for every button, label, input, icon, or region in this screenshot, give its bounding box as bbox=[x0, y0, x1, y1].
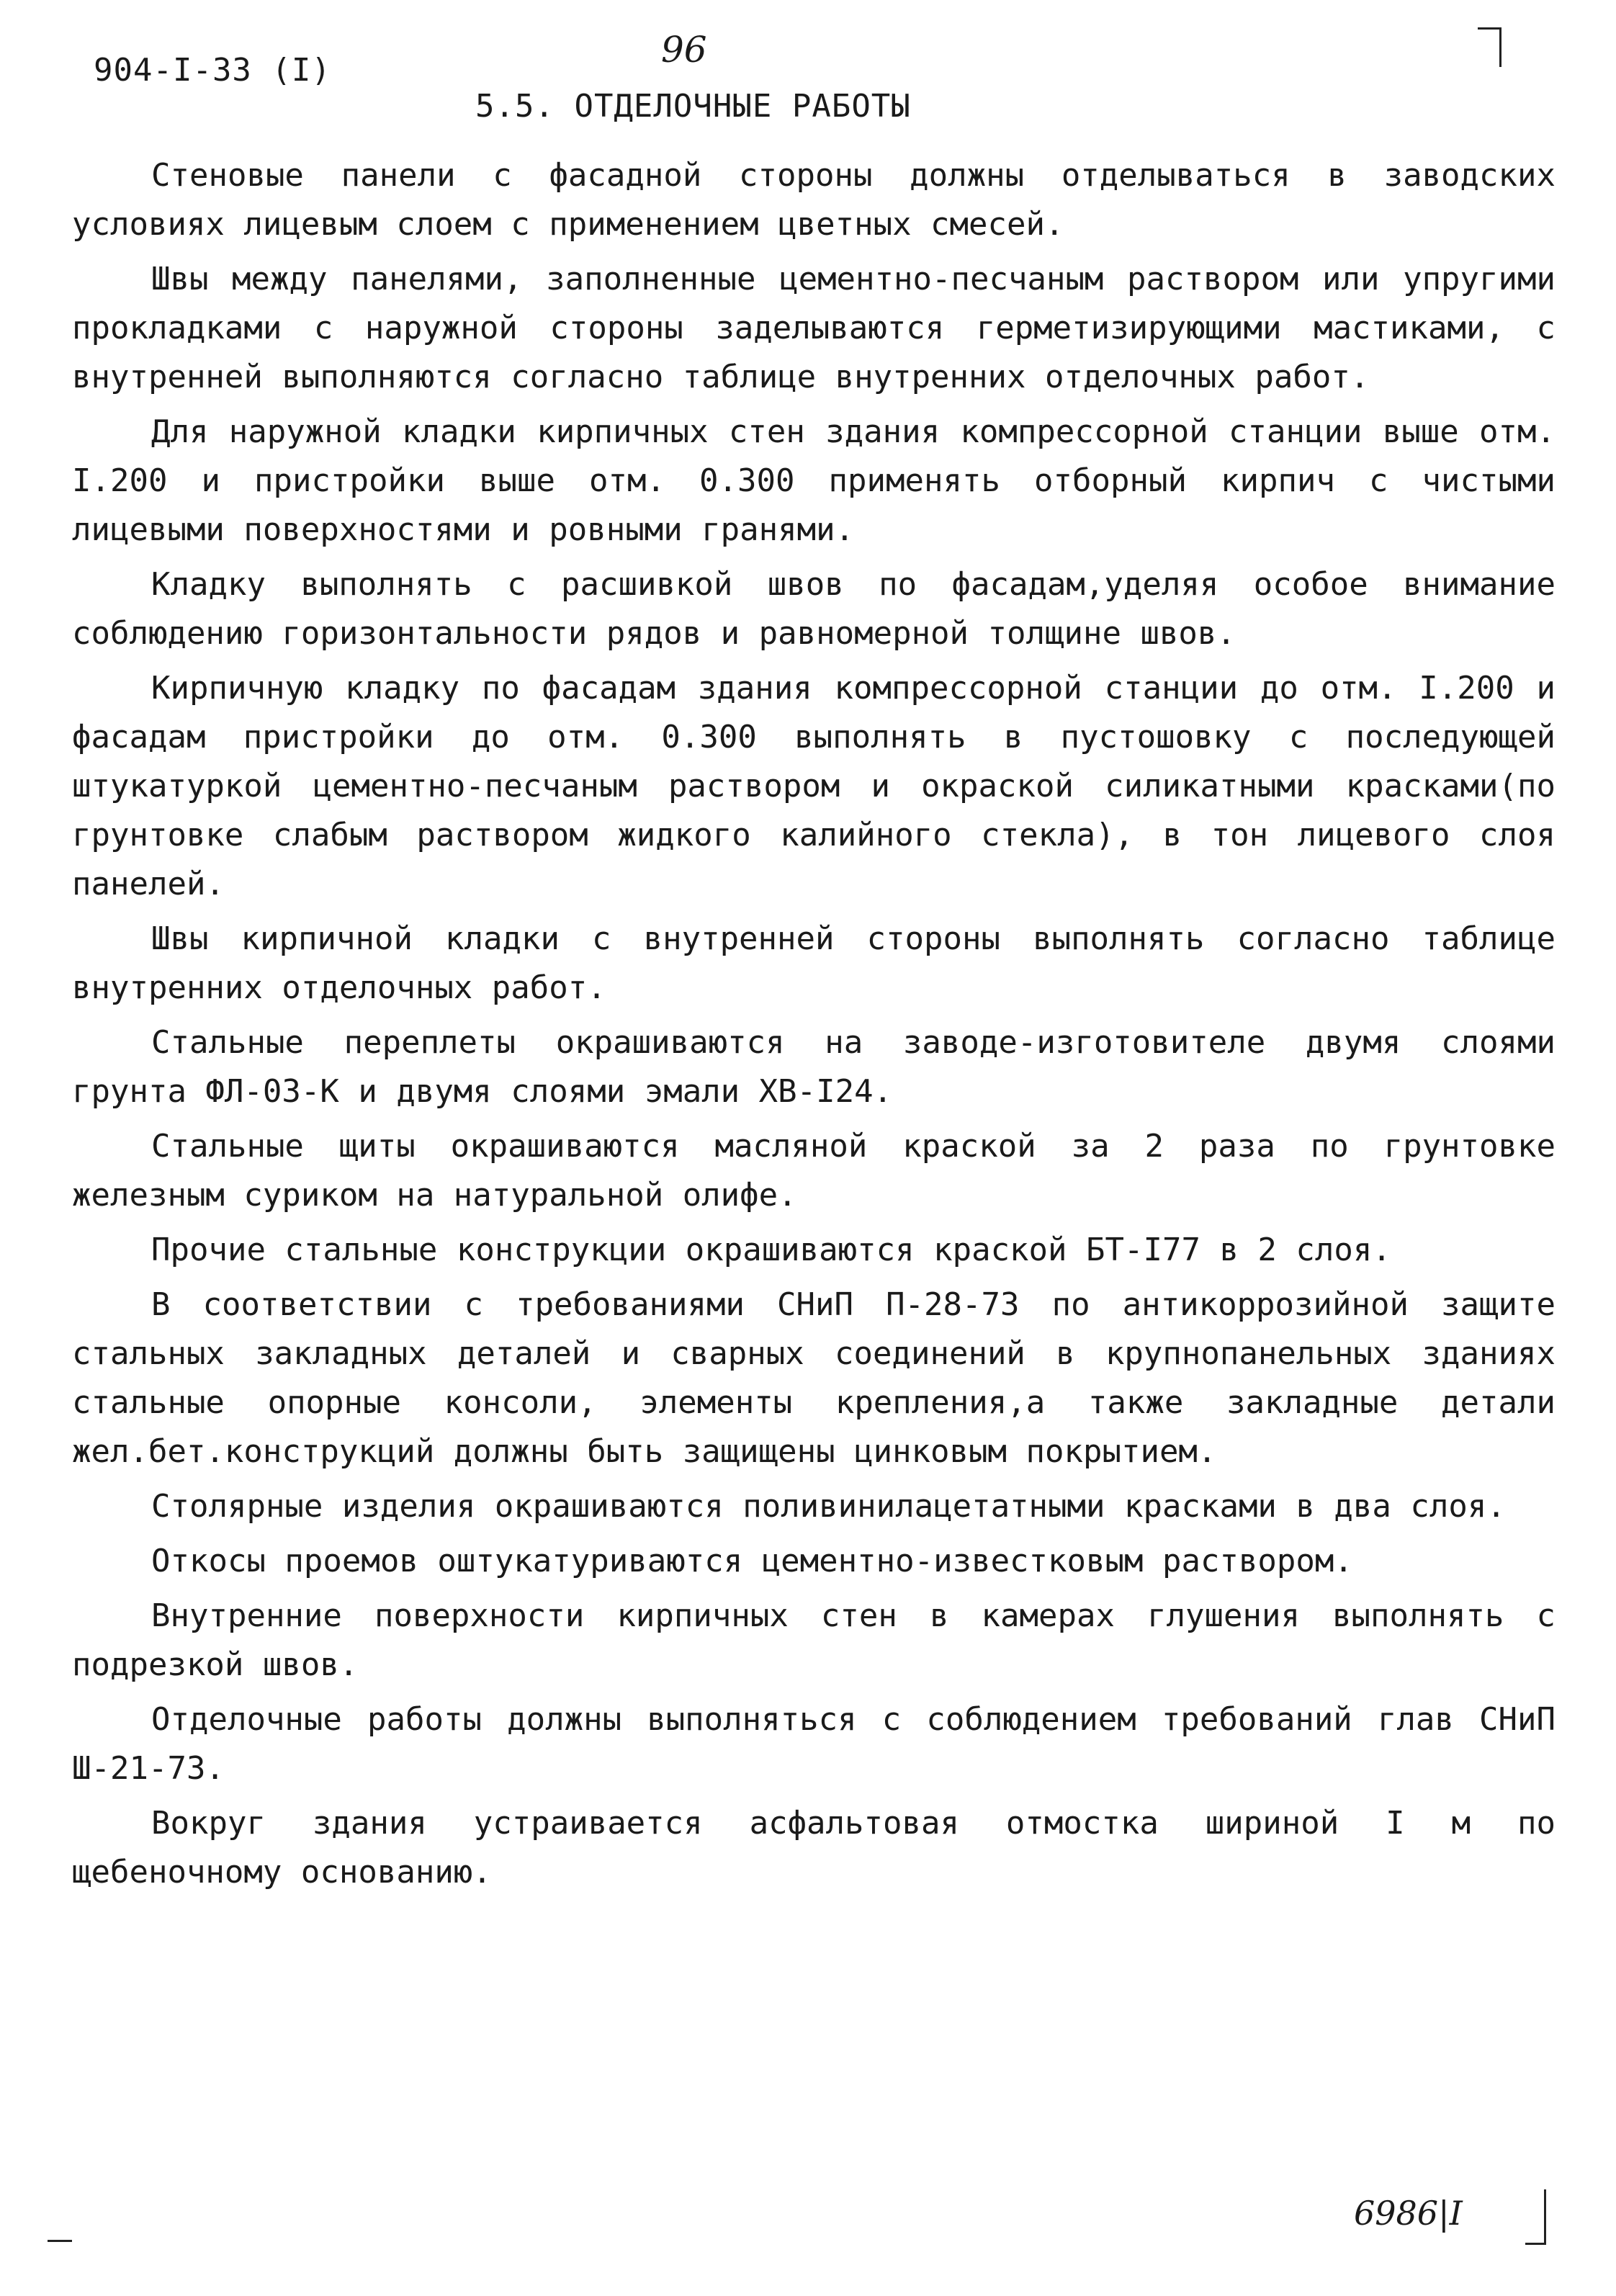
document-body bbox=[72, 151, 1556, 1903]
page-number: 96 bbox=[661, 29, 707, 71]
paragraph: Откосы проемов оштукатуриваются цементно-известковым раствором. bbox=[151, 1543, 1353, 1579]
paragraph: Стеновые панели с фасадной стороны должны отделываться в заводских условиях лицевым слоем с применением цветных смесей. bbox=[72, 157, 1556, 243]
paragraph: Отделочные работы должны выполняться с соблюдением требований глав СНиП Ш-21-73. bbox=[72, 1701, 1556, 1787]
paragraph: Для наружной кладки кирпичных стен здания компрессорной станции выше отм. I.200 и пристройки выше отм. 0.300 применять отборный кирпич с чистыми лицевыми поверхностями и ровными гранями. bbox=[72, 413, 1556, 548]
section-title: 5.5. ОТДЕЛОЧНЫЕ РАБОТЫ bbox=[475, 88, 911, 125]
paragraph: Швы кирпичной кладки с внутренней стороны выполнять согласно таблице внутренних отделочных работ. bbox=[72, 920, 1556, 1006]
corner-mark-bottom-right bbox=[1525, 2189, 1546, 2245]
paragraph: Вокруг здания устраивается асфальтовая отмостка шириной I м по щебеночному основанию. bbox=[72, 1805, 1556, 1891]
corner-mark-top-right bbox=[1478, 27, 1501, 67]
paragraph: Стальные переплеты окрашиваются на заводе-изготовителе двумя слоями грунта ФЛ-03-К и двумя слоями эмали ХВ-I24. bbox=[72, 1024, 1556, 1110]
paragraph: Швы между панелями, заполненные цементно-песчаным раствором или упругими прокладками с наружной стороны заделываются герметизирующими мастиками, с внутренней выполняются согласно таблице внутренних отделочных работ. bbox=[72, 261, 1556, 395]
paragraph: Кладку выполнять с расшивкой швов по фасадам,уделяя особое внимание соблюдению горизонтальности рядов и равномерной толщине швов. bbox=[72, 566, 1556, 652]
footer-dash bbox=[48, 2240, 72, 2242]
paragraph: Внутренние поверхности кирпичных стен в камерах глушения выполнять с подрезкой швов. bbox=[72, 1597, 1556, 1683]
paragraph: В соответствии с требованиями СНиП П-28-73 по антикоррозийной защите стальных закладных деталей и сварных соединений в крупнопанельных зданиях стальные опорные консоли, элементы крепления,а также закладные детали жел.бет.конструкций должны быть защищены цинковым покрытием. bbox=[72, 1286, 1556, 1470]
paragraph: Прочие стальные конструкции окрашиваются краской БТ-I77 в 2 слоя. bbox=[151, 1232, 1391, 1268]
paragraph: Стальные щиты окрашиваются масляной краской за 2 раза по грунтовке железным суриком на натуральной олифе. bbox=[72, 1128, 1556, 1214]
paragraph: Столярные изделия окрашиваются поливинилацетатными красками в два слоя. bbox=[151, 1488, 1506, 1525]
document-code: 904-I-33 (I) bbox=[94, 52, 331, 89]
footer-code: 6986|I bbox=[1354, 2194, 1463, 2233]
paragraph: Кирпичную кладку по фасадам здания компрессорной станции до отм. I.200 и фасадам пристройки до отм. 0.300 выполнять в пустошовку с последующей штукатуркой цементно-песчаным раствором и окраской силикатными красками(по грунтовке слабым раствором жидкого калийного стекла), в тон лицевого слоя панелей. bbox=[72, 670, 1556, 902]
